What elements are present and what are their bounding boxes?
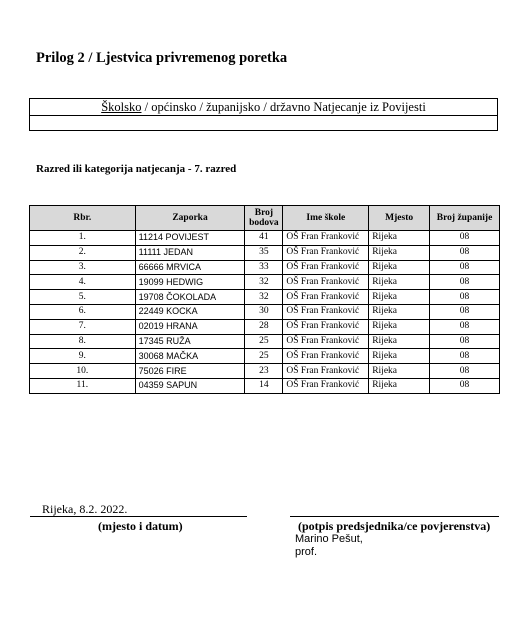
- results-table: [29, 205, 500, 394]
- cell-rbr: 9.: [30, 349, 136, 364]
- cell-rbr: 4.: [30, 275, 136, 290]
- cell-rbr: 2.: [30, 245, 136, 260]
- cell-bodovi: 32: [245, 290, 283, 305]
- cell-bodovi: 33: [245, 260, 283, 275]
- cell-rbr: 8.: [30, 334, 136, 349]
- cell-skola: OŠ Fran Franković: [283, 304, 369, 319]
- cell-zupanija: 08: [430, 245, 500, 260]
- cell-rbr: 3.: [30, 260, 136, 275]
- competition-level: [30, 99, 497, 116]
- header-rbr: Rbr.: [30, 206, 136, 231]
- table-row: [30, 245, 500, 260]
- table-row: [30, 290, 500, 305]
- cell-zupanija: 08: [430, 304, 500, 319]
- cell-mjesto: Rijeka: [369, 304, 430, 319]
- cell-zaporka: 17345 RUŽA: [135, 334, 245, 349]
- cell-zaporka: 75026 FIRE: [135, 364, 245, 379]
- table-row: [30, 334, 500, 349]
- cell-zupanija: 08: [430, 319, 500, 334]
- cell-mjesto: Rijeka: [369, 260, 430, 275]
- header-mjesto: Mjesto: [369, 206, 430, 231]
- cell-skola: OŠ Fran Franković: [283, 334, 369, 349]
- document-title: Prilog 2 / Ljestvica privremenog poretka: [36, 50, 288, 66]
- cell-zaporka: 66666 MRVICA: [135, 260, 245, 275]
- table-row: [30, 349, 500, 364]
- signature-caption: (potpis predsjednika/ce povjerenstva): [298, 519, 491, 533]
- cell-zupanija: 08: [430, 290, 500, 305]
- cell-zupanija: 08: [430, 275, 500, 290]
- cell-mjesto: Rijeka: [369, 364, 430, 379]
- table-row: [30, 231, 500, 246]
- cell-mjesto: Rijeka: [369, 231, 430, 246]
- header-broj-zupanije: Broj županije: [430, 206, 500, 231]
- cell-skola: OŠ Fran Franković: [283, 319, 369, 334]
- cell-rbr: 7.: [30, 319, 136, 334]
- cell-bodovi: 41: [245, 231, 283, 246]
- cell-bodovi: 35: [245, 245, 283, 260]
- cell-zaporka: 19708 ČOKOLADA: [135, 290, 245, 305]
- cell-skola: OŠ Fran Franković: [283, 290, 369, 305]
- cell-rbr: 10.: [30, 364, 136, 379]
- cell-skola: OŠ Fran Franković: [283, 275, 369, 290]
- cell-bodovi: 30: [245, 304, 283, 319]
- cell-zaporka: 04359 SAPUN: [135, 378, 245, 393]
- table-row: [30, 275, 500, 290]
- cell-rbr: 11.: [30, 378, 136, 393]
- cell-bodovi: 23: [245, 364, 283, 379]
- cell-zupanija: 08: [430, 378, 500, 393]
- place-date-line: [30, 516, 247, 517]
- signature-line: [290, 516, 499, 517]
- cell-zupanija: 08: [430, 364, 500, 379]
- cell-mjesto: Rijeka: [369, 378, 430, 393]
- table-header-row: [30, 206, 500, 231]
- place-date: Rijeka, 8.2. 2022.: [42, 502, 128, 516]
- header-broj-bodova: Broj bodova: [245, 206, 283, 231]
- cell-zupanija: 08: [430, 231, 500, 246]
- cell-mjesto: Rijeka: [369, 334, 430, 349]
- cell-bodovi: 28: [245, 319, 283, 334]
- cell-rbr: 5.: [30, 290, 136, 305]
- cell-skola: OŠ Fran Franković: [283, 378, 369, 393]
- cell-rbr: 1.: [30, 231, 136, 246]
- cell-zaporka: 11214 POVIJEST: [135, 231, 245, 246]
- cell-bodovi: 25: [245, 334, 283, 349]
- table-row: [30, 364, 500, 379]
- cell-mjesto: Rijeka: [369, 349, 430, 364]
- cell-zaporka: 19099 HEDWIG: [135, 275, 245, 290]
- competition-box: [29, 98, 498, 131]
- signature-title: prof.: [295, 546, 318, 558]
- cell-skola: OŠ Fran Franković: [283, 231, 369, 246]
- table-row: [30, 378, 500, 393]
- cell-rbr: 6.: [30, 304, 136, 319]
- table-row: [30, 260, 500, 275]
- cell-mjesto: Rijeka: [369, 245, 430, 260]
- table-row: [30, 319, 500, 334]
- cell-zupanija: 08: [430, 334, 500, 349]
- table-row: [30, 304, 500, 319]
- cell-skola: OŠ Fran Franković: [283, 349, 369, 364]
- cell-zupanija: 08: [430, 260, 500, 275]
- header-zaporka: Zaporka: [135, 206, 245, 231]
- cell-mjesto: Rijeka: [369, 290, 430, 305]
- cell-bodovi: 32: [245, 275, 283, 290]
- signature-name: Marino Pešut,: [295, 533, 363, 545]
- cell-zaporka: 02019 HRANA: [135, 319, 245, 334]
- competition-level-selected: Školsko: [101, 100, 142, 114]
- competition-level-rest: / općinsko / županijsko / državno Natjecanje iz Povijesti: [141, 100, 426, 114]
- cell-zaporka: 22449 KOCKA: [135, 304, 245, 319]
- cell-bodovi: 14: [245, 378, 283, 393]
- header-ime-skole: Ime škole: [283, 206, 369, 231]
- cell-zaporka: 30068 MAČKA: [135, 349, 245, 364]
- cell-zaporka: 11111 JEDAN: [135, 245, 245, 260]
- cell-mjesto: Rijeka: [369, 275, 430, 290]
- place-date-caption: (mjesto i datum): [98, 519, 183, 533]
- category-label: Razred ili kategorija natjecanja - 7. razred: [36, 163, 237, 175]
- cell-skola: OŠ Fran Franković: [283, 245, 369, 260]
- cell-zupanija: 08: [430, 349, 500, 364]
- cell-skola: OŠ Fran Franković: [283, 260, 369, 275]
- cell-skola: OŠ Fran Franković: [283, 364, 369, 379]
- cell-bodovi: 25: [245, 349, 283, 364]
- cell-mjesto: Rijeka: [369, 319, 430, 334]
